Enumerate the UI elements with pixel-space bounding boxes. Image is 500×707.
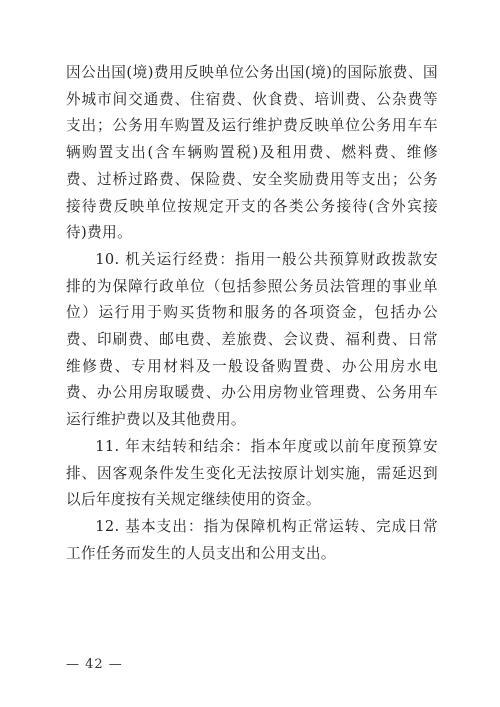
document-body (66, 60, 438, 567)
paragraph-10-operating-expenses: 10. 机关运行经费：指用一般公共预算财政拨款安排的为保障行政单位（包括参照公务员法管理的事业单位）运行用于购买货物和服务的各项资金，包括办公费、印刷费、邮电费、差旅费、会议费、福利费、日常维修费、专用材料及一般设备购置费、办公用房水电费、办公用房取暖费、办公用房物业管理费、公务用车运行维护费以及其他费用。 (66, 250, 438, 429)
page-number: — 42 — (66, 657, 123, 672)
paragraph-11-carryover-balance: 11. 年末结转和结余：指本年度或以前年度预算安排、因客观条件发生变化无法按原计划实施，需延迟到以后年度按有关规定继续使用的资金。 (66, 437, 438, 509)
paragraph-12-basic-expenditure: 12. 基本支出：指为保障机构正常运转、完成日常工作任务而发生的人员支出和公用支出。 (66, 517, 438, 562)
paragraph-public-expense-definitions: 因公出国(境)费用反映单位公务出国(境)的国际旅费、国外城市间交通费、住宿费、伙食费、培训费、公杂费等支出；公务用车购置及运行维护费反映单位公务用车车辆购置支出(含车辆购置税)及租用费、燃料费、维修费、过桥过路费、保险费、安全奖励费用等支出；公务接待费反映单位按规定开支的各类公务接待(含外宾接待)费用。 (66, 64, 438, 242)
